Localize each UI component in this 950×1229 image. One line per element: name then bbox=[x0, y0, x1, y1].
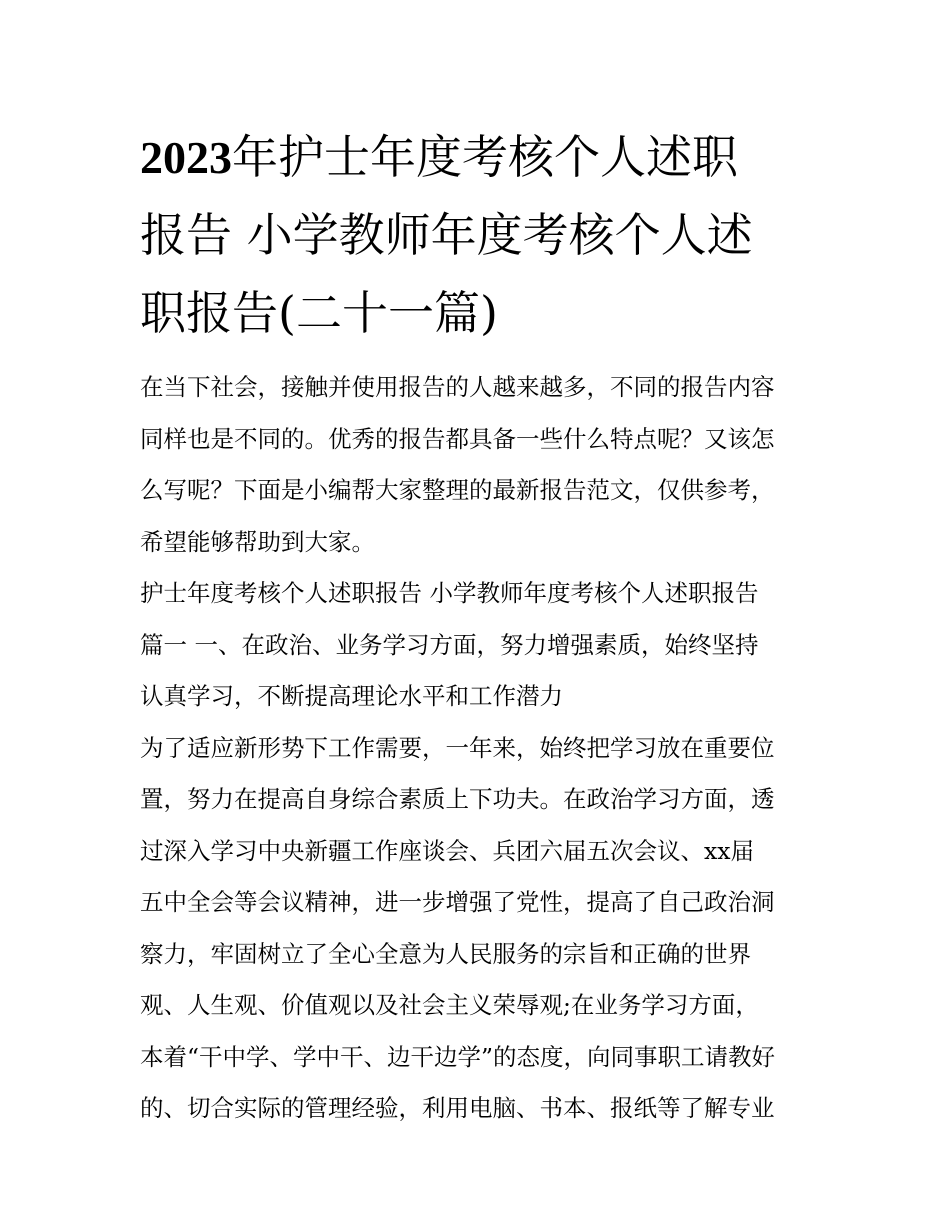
document-body bbox=[140, 362, 812, 1135]
body-line: 护士年度考核个人述职报告 小学教师年度考核个人述职报告 bbox=[140, 579, 759, 607]
body-line: 察力，牢固树立了全心全意为人民服务的宗旨和正确的世界 bbox=[140, 939, 751, 968]
title-line-3: 职报告(二十一篇) bbox=[140, 286, 498, 340]
document-title bbox=[140, 118, 812, 352]
body-line: 么写呢？下面是小编帮大家整理的最新报告范文，仅供参考， bbox=[140, 476, 775, 504]
body-line: 认真学习，不断提高理论水平和工作潜力 bbox=[140, 682, 563, 710]
body-line: 本着“干中学、学中干、边干边学”的态度，向同事职工请教好 bbox=[140, 1042, 776, 1071]
body-line: 篇一 一、在政治、业务学习方面，努力增强素质，始终坚持 bbox=[140, 630, 759, 659]
body-line: 在当下社会，接触并使用报告的人越来越多，不同的报告内容 bbox=[140, 373, 775, 401]
body-line: 希望能够帮助到大家。 bbox=[140, 527, 375, 556]
body-line: 过深入学习中央新疆工作座谈会、兵团六届五次会议、xx届 bbox=[140, 836, 755, 865]
title-line-1: 2023年护士年度考核个人述职 bbox=[140, 130, 738, 184]
body-line: 五中全会等会议精神，进一步增强了党性，提高了自己政治洞 bbox=[140, 888, 775, 916]
title-line-2: 报告 小学教师年度考核个人述 bbox=[140, 208, 753, 262]
body-line: 置，努力在提高自身综合素质上下功夫。在政治学习方面，透 bbox=[140, 785, 775, 813]
document-content bbox=[140, 118, 812, 1135]
body-line: 同样也是不同的。优秀的报告都具备一些什么特点呢？又该怎 bbox=[140, 424, 775, 453]
title-year: 2023 bbox=[140, 132, 232, 183]
body-line: 为了适应新形势下工作需要，一年来，始终把学习放在重要位 bbox=[140, 733, 775, 762]
body-line: 的、切合实际的管理经验，利用电脑、书本、报纸等了解专业 bbox=[140, 1094, 775, 1122]
body-line: 观、人生观、价值观以及社会主义荣辱观;在业务学习方面， bbox=[140, 991, 759, 1019]
